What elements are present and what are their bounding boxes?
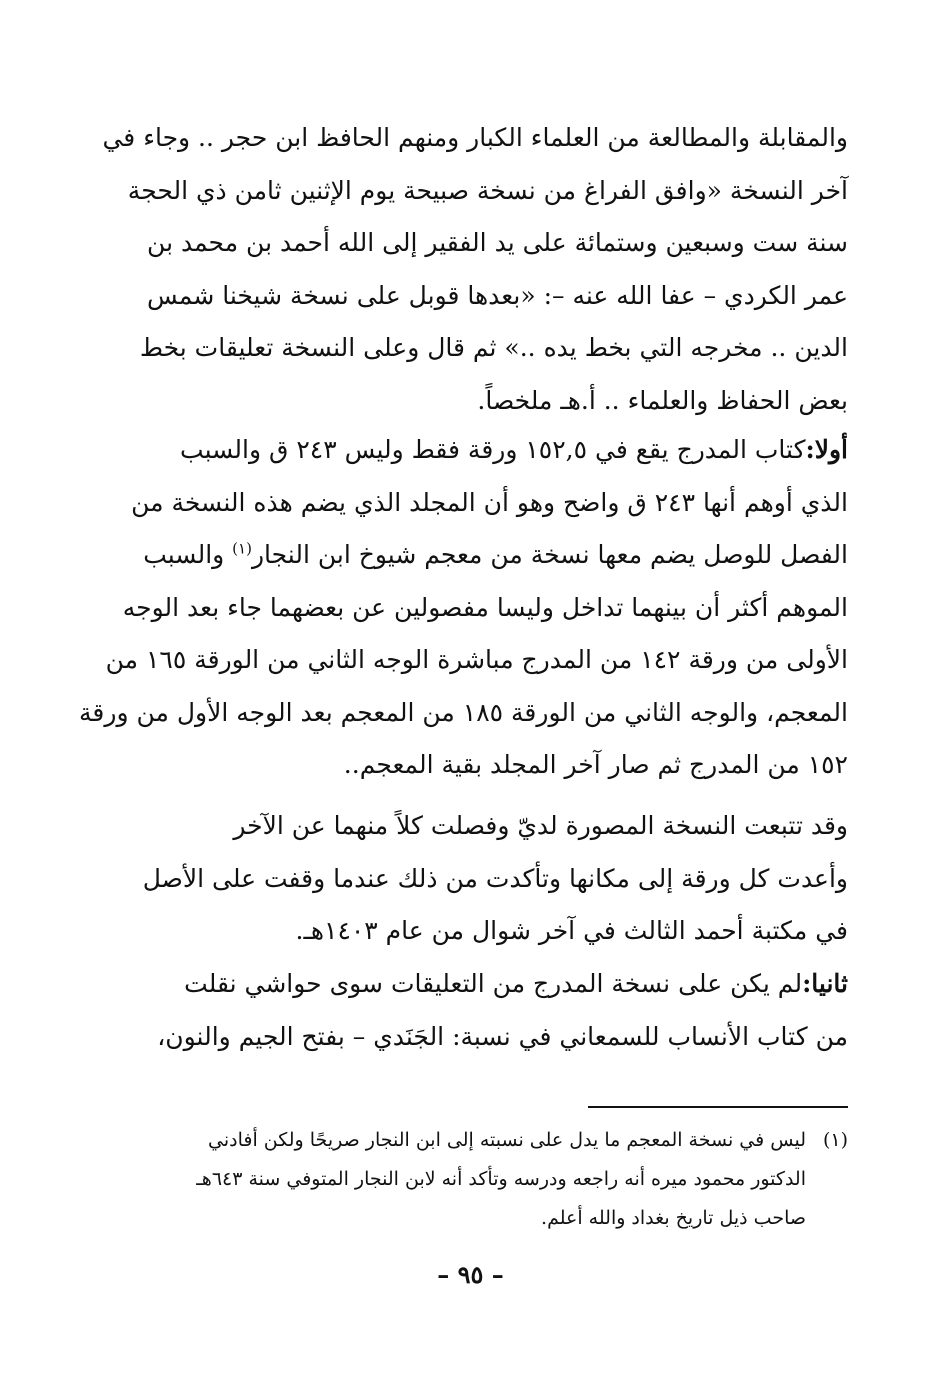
text-segment: لم يكن على نسخة المدرج من التعليقات سوى حواشي نقلت bbox=[184, 969, 803, 998]
text-line: وقد تتبعت النسخة المصورة لديّ وفصلت كلاً منهما عن الآخر bbox=[233, 811, 848, 840]
text-line: والمقابلة والمطالعة من العلماء الكبار ومنهم الحافظ ابن حجر .. وجاء في bbox=[102, 123, 848, 152]
text-line: آخر النسخة «وافق الفراغ من نسخة صبيحة يوم الإثنين ثامن ذي الحجة bbox=[127, 175, 848, 205]
footnote-number: (١) bbox=[822, 1129, 848, 1151]
point-label: ثانيا: bbox=[802, 969, 848, 998]
text-line: عمر الكردي – عفا الله عنه –: «بعدها قوبل على نسخة شيخنا شمس bbox=[147, 280, 848, 310]
footnote-line: صاحب ذيل تاريخ بغداد والله أعلم. bbox=[541, 1207, 806, 1229]
footnote-divider bbox=[588, 1106, 848, 1108]
text-line: في مكتبة أحمد الثالث في آخر شوال من عام ١٤٠٣هـ. bbox=[295, 916, 848, 945]
text-line: المعجم، والوجه الثاني من الورقة ١٨٥ من المعجم بعد الوجه الأول من ورقة bbox=[79, 697, 848, 727]
text-line: الأولى من ورقة ١٤٢ من المدرج مباشرة الوجه الثاني من الورقة ١٦٥ من bbox=[105, 645, 848, 674]
text-segment: ليس في نسخة المعجم ما يدل على نسبته إلى ابن النجار صريحًا ولكن أفادني bbox=[208, 1129, 806, 1151]
text-line bbox=[136, 529, 848, 582]
text-segment: والسبب bbox=[143, 540, 225, 569]
text-line: وأعدت كل ورقة إلى مكانها وتأكدت من ذلك عندما وقفت على الأصل bbox=[142, 863, 848, 893]
paragraph-first-point bbox=[79, 424, 848, 792]
text-line: من كتاب الأنساب للسمعاني في نسبة: الجَنَدي – بفتح الجيم والنون، bbox=[157, 1021, 848, 1051]
footnote-reference[interactable]: (١) bbox=[232, 539, 252, 558]
text-line: ١٥٢ من المدرج ثم صار آخر المجلد بقية المعجم.. bbox=[343, 750, 848, 779]
page-number: – ٩٥ – bbox=[437, 1260, 504, 1289]
text-line: الدين .. مخرجه التي بخط يده ..» ثم قال وعلى النسخة تعليقات بخط bbox=[139, 333, 848, 362]
footnote-line bbox=[136, 1121, 848, 1160]
footnote-line: الدكتور محمود ميره أنه راجعه ودرسه وتأكد أنه لابن النجار المتوفي سنة ٦٤٣هـ bbox=[196, 1168, 806, 1190]
paragraph-manuscript-description bbox=[102, 112, 848, 427]
point-label: أولا: bbox=[805, 435, 848, 464]
text-line bbox=[136, 424, 848, 477]
paragraph-verification bbox=[136, 800, 848, 958]
text-line: الذي أوهم أنها ٢٤٣ ق واضح وهو أن المجلد الذي يضم هذه النسخة من bbox=[131, 487, 848, 517]
text-segment: الفصل للوصل يضم معها نسخة من معجم شيوخ ابن النجار bbox=[251, 540, 848, 569]
text-line: بعض الحفاظ والعلماء .. أ.هـ ملخصاً. bbox=[477, 385, 848, 415]
text-line: سنة ست وسبعين وستمائة على يد الفقير إلى الله أحمد بن محمد بن bbox=[147, 228, 848, 257]
text-line bbox=[136, 958, 848, 1011]
text-line: الموهم أكثر أن بينهما تداخل وليسا مفصولين عن بعضهما جاء بعد الوجه bbox=[122, 592, 848, 622]
paragraph-second-point bbox=[136, 958, 848, 1063]
footnote-section bbox=[136, 1121, 848, 1238]
text-segment: كتاب المدرج يقع في ١٥٢,٥ ورقة فقط وليس ٢٤٣ ق والسبب bbox=[180, 435, 806, 464]
